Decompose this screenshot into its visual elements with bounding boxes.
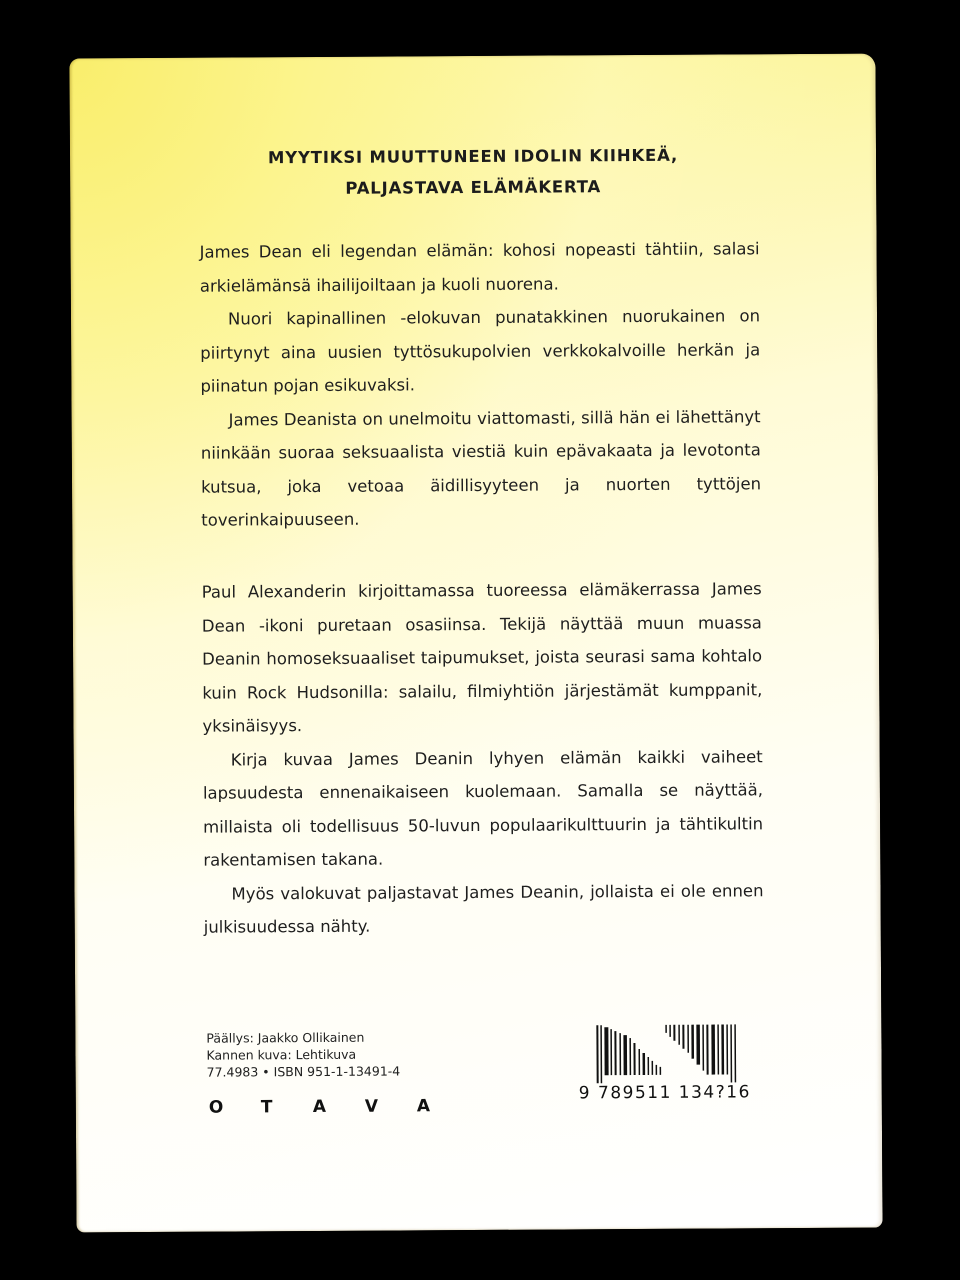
cover-credits (206, 1028, 400, 1080)
blurb-paragraph: Nuori kapinallinen -elokuvan punatakkinen nuorukainen on piirtynyt aina uusien tyttösukupolvien verkkokalvoille herkän ja piinatun pojan esikuvaksi. (200, 306, 761, 396)
blurb-paragraph: Kirja kuvaa James Deanin lyhyen elämän kaikki vaiheet lapsuudesta ennenaikaiseen kuolemaan. Samalla se näyttää, millaista oli todellisuus 50-luvun populaarikulttuurin ja tähtikultin rakentamisen takana. (202, 746, 764, 870)
cover-photo-credit: Kannen kuva: Lehtikuva (206, 1046, 357, 1063)
blurb-section-1 (200, 232, 762, 537)
isbn-line: 77.4983 • ISBN 951-1-13491-4 (206, 1063, 401, 1080)
blurb-section-2 (202, 572, 764, 944)
blurb-paragraph: Myös valokuvat paljastavat James Deanin, jollaista ei ole ennen julkisuudessa nähty. (203, 880, 764, 937)
publisher-letter: A (312, 1096, 327, 1118)
publisher-letter: A (416, 1096, 431, 1117)
headline-line-2: PALJASTAVA ELÄMÄKERTA (345, 177, 602, 198)
blurb-paragraph: Paul Alexanderin kirjoittamassa tuoreessa elämäkerrassa James Dean -ikoni puretaan osasiinsa. Tekijä näyttää muun muassa Deanin homoseksuaaliset taipumukset, joista seurasi sama kohtalo kuin Rock Hudsonilla: salailu, filmiyhtiön järjestämät kumppanit, yksinäisyys. (201, 579, 763, 736)
publisher-letter: O (208, 1097, 224, 1118)
barcode-bars-icon (578, 1022, 774, 1085)
book-back-cover (69, 54, 882, 1233)
cover-design-credit: Päällys: Jaakko Ollikainen (206, 1029, 365, 1046)
cover-headline (70, 139, 876, 206)
publisher-letter: T (260, 1097, 273, 1118)
publisher-logo (209, 1096, 469, 1118)
blurb-paragraph: James Deanista on unelmoitu viattomasti, sillä hän ei lähettänyt niinkään suoraa seksuaalista viestiä kuin epävakaata ja levotonta kutsua, joka vetoaa äidillisyyteen ja nuorten tyttöjen toverinkaipuuseen. (200, 406, 762, 530)
barcode-number: 9 789511 134?16 (578, 1082, 751, 1104)
blurb-paragraph: James Dean eli legendan elämän: kohosi nopeasti tähtiin, salasi arkielämänsä ihailijoiltaan ja kuoli nuorena. (199, 239, 760, 296)
headline-line-1: MYYTIKSI MUUTTUNEEN IDOLIN KIIHKEÄ, (267, 145, 679, 168)
isbn-barcode (578, 1022, 775, 1107)
publisher-letter: V (364, 1096, 379, 1117)
